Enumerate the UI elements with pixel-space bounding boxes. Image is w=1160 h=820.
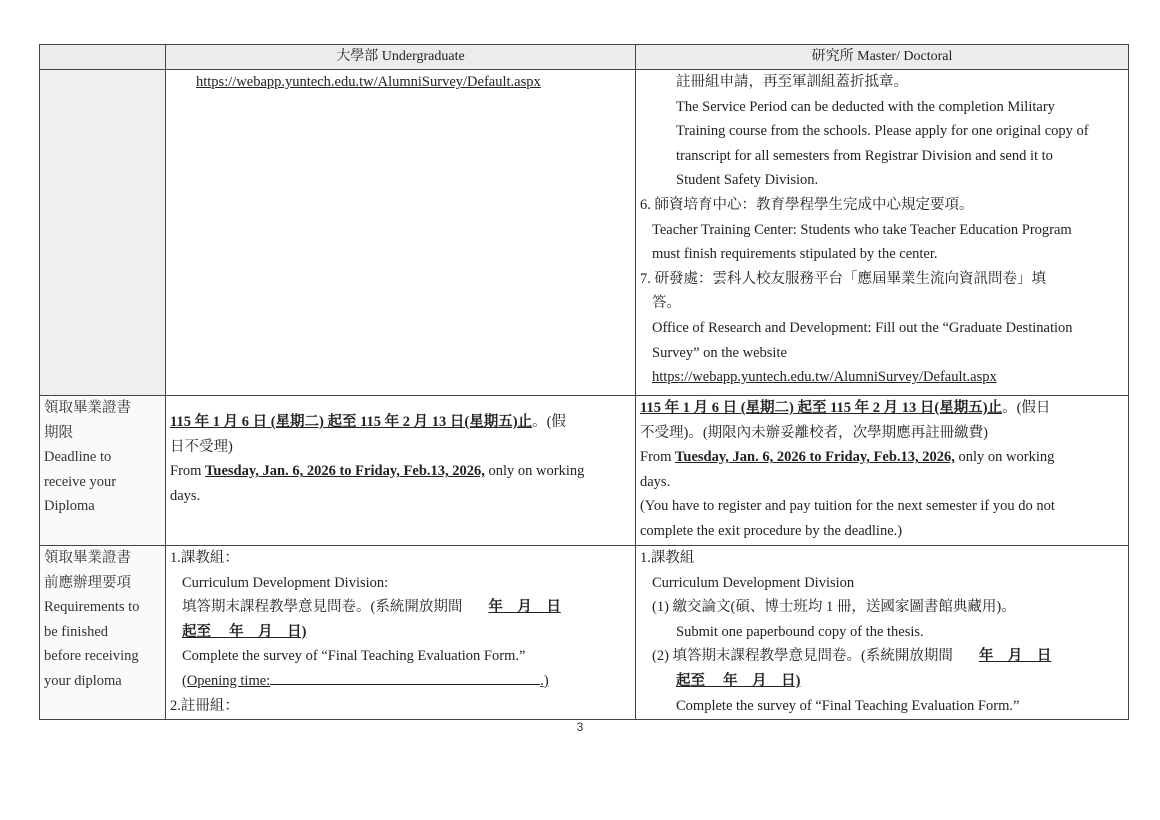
from-text: From — [170, 463, 206, 480]
label-zh-line: 期限 — [44, 424, 73, 441]
ug-survey-zh-line — [170, 595, 631, 620]
undergrad-deadline-note: 。(假 — [532, 414, 566, 430]
graduation-procedure-table — [39, 44, 1129, 720]
label-en-line: Requirements to — [44, 599, 140, 616]
row-label-empty — [40, 70, 166, 396]
ug-date-blank-2: 起至 年 月 日) — [182, 623, 307, 640]
grad-military-en-1: The Service Period can be deducted with the completion Military — [676, 98, 1055, 115]
grad-deadline-date-zh: 115 年 1 月 6 日 (星期二) 起至 115 年 2 月 13 日(星期五)止 — [640, 400, 1003, 416]
grad-item7-zh-1: 7. 研發處：雲科人校友服務平台「應屆畢業生流向資訊問卷」填 — [640, 270, 1046, 287]
undergrad-deadline-note-2: 日不受理) — [170, 438, 233, 455]
graduate-cell — [636, 70, 1129, 396]
header-graduate: 研究所 Master/ Doctoral — [636, 45, 1129, 70]
undergrad-deadline-en — [170, 459, 631, 484]
grad-sub1-en: Submit one paperbound copy of the thesis. — [676, 623, 924, 640]
grad-deadline-note-en-2: complete the exit procedure by the deadline.) — [640, 522, 903, 539]
grad-days: days. — [640, 473, 671, 490]
ug-opening-line — [170, 669, 631, 694]
grad-sub2-zh: (2) 填答期末課程教學意見問卷。(系統開放期間 — [652, 648, 953, 665]
ug-opening-label: (Opening time: — [182, 672, 271, 689]
grad-military-en-3: transcript for all semesters from Registrar Division and send it to — [676, 147, 1053, 164]
from-text: From — [640, 449, 676, 466]
ug-opening-blank[interactable] — [270, 684, 540, 685]
undergrad-deadline-zh — [170, 410, 631, 435]
ug-survey-zh: 填答期末課程教學意見問卷。(系統開放期間 — [182, 599, 463, 616]
table-row — [40, 546, 1129, 720]
undergrad-days: days. — [170, 487, 201, 504]
grad-military-en-4: Student Safety Division. — [676, 172, 819, 189]
label-en-line: before receiving — [44, 648, 139, 665]
grad-requirements-cell — [636, 546, 1129, 720]
grad-survey-url[interactable]: https://webapp.yuntech.edu.tw/AlumniSurvey/Default.aspx — [652, 369, 997, 386]
label-en-line: your diploma — [44, 672, 122, 689]
grad-item1: 1.課教組 — [640, 550, 695, 566]
undergrad-requirements-cell — [166, 546, 636, 720]
undergrad-deadline-date-zh: 115 年 1 月 6 日 (星期二) 起至 115 年 2 月 13 日(星期五)止 — [170, 414, 533, 430]
undergrad-deadline-date-en: Tuesday, Jan. 6, 2026 to Friday, Feb.13, 2026, — [205, 463, 485, 480]
grad-sub2-en: Complete the survey of “Final Teaching Evaluation Form.” — [676, 697, 1020, 714]
grad-deadline-zh — [640, 396, 1124, 421]
grad-item7-en-2: Survey” on the website — [652, 344, 787, 361]
label-zh-line: 前應辦理要項 — [44, 574, 131, 591]
working-days-text: only on working — [484, 463, 585, 480]
label-zh-line: 領取畢業證書 — [44, 400, 131, 416]
table-row — [40, 70, 1129, 396]
grad-deadline-cell — [636, 396, 1129, 546]
undergrad-cell — [166, 70, 636, 396]
ug-item1: 1.課教組： — [170, 550, 239, 566]
grad-deadline-note-en-1: (You have to register and pay tuition for the next semester if you do not — [640, 498, 1055, 515]
ug-item1-en: Curriculum Development Division: — [182, 574, 389, 591]
table-row — [40, 396, 1129, 546]
table-header-row — [40, 45, 1129, 70]
working-days-text: only on working — [954, 449, 1055, 466]
page-number: 3 — [576, 720, 584, 734]
grad-date-blank-1: 年 月 日 — [978, 648, 1052, 665]
header-undergraduate: 大學部 Undergraduate — [166, 45, 636, 70]
ug-date-blank-1: 年 月 日 — [488, 599, 561, 616]
row-label-deadline — [40, 396, 166, 546]
undergrad-survey-url[interactable]: https://webapp.yuntech.edu.tw/AlumniSurvey/Default.aspx — [196, 74, 541, 90]
grad-item7-zh-2: 答。 — [652, 295, 681, 312]
ug-survey-en: Complete the survey of “Final Teaching Evaluation Form.” — [182, 648, 526, 665]
ug-date-blank-line — [170, 620, 631, 645]
grad-deadline-en — [640, 445, 1124, 470]
label-en-line: receive your — [44, 473, 117, 490]
label-en-line: be finished — [44, 623, 109, 640]
header-label-cell — [40, 45, 166, 70]
grad-date-blank-2: 起至 年 月 日) — [676, 672, 801, 689]
grad-item7-en-1: Office of Research and Development: Fill out the “Graduate Destination — [652, 319, 1073, 336]
row-label-requirements — [40, 546, 166, 720]
grad-sub1-zh: (1) 繳交論文(碩、博士班均 1 冊，送國家圖書館典藏用)。 — [652, 599, 1016, 616]
grad-deadline-date-en: Tuesday, Jan. 6, 2026 to Friday, Feb.13, 2026, — [675, 449, 955, 466]
grad-military-en-2: Training course from the schools. Please apply for one original copy of — [676, 123, 1089, 140]
grad-item1-en: Curriculum Development Division — [652, 574, 855, 591]
ug-opening-close: .) — [540, 672, 549, 689]
grad-item6-zh: 6. 師資培育中心：教育學程學生完成中心規定要項。 — [640, 196, 974, 213]
grad-deadline-note: 。(假日 — [1002, 400, 1051, 416]
grad-sub2-zh-line — [640, 644, 1124, 669]
grad-date-blank-line — [640, 669, 1124, 694]
ug-item2: 2.註冊組： — [170, 697, 239, 714]
grad-item6-en-2: must finish requirements stipulated by the center. — [652, 246, 938, 263]
undergrad-deadline-cell — [166, 396, 636, 546]
grad-military-zh: 註冊組申請，再至軍訓組蓋折抵章。 — [676, 74, 908, 90]
label-en-line: Diploma — [44, 498, 95, 515]
grad-deadline-note-2: 不受理)。(期限內未辦妥離校者，次學期應再註冊繳費) — [640, 424, 988, 441]
label-zh-line: 領取畢業證書 — [44, 550, 131, 566]
grad-item6-en-1: Teacher Training Center: Students who take Teacher Education Program — [652, 221, 1072, 238]
label-en-line: Deadline to — [44, 449, 112, 466]
